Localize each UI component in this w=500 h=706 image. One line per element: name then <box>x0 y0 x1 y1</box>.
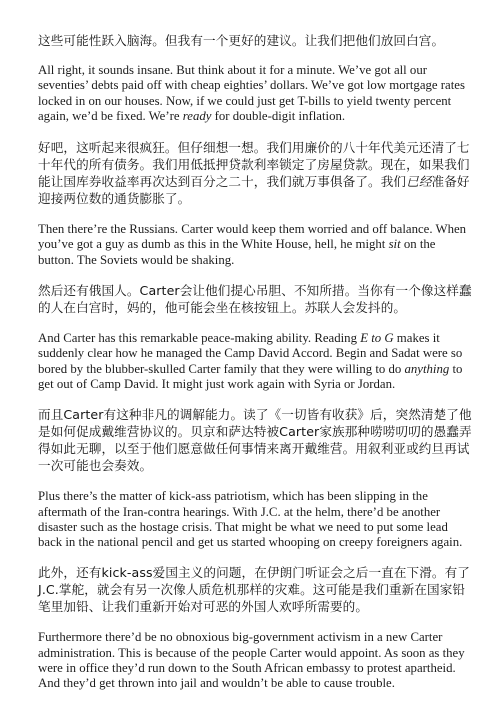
document-page <box>38 32 472 706</box>
text-run: 好吧，这听起来很疯狂。但仔细想一想。我们用廉价的八十年代美元还清了七十年代的所有债务。我们用低抵押贷款利率锁定了房屋贷款。现在，如果我们能让国库券收益率再次达到百分之二十，我们就万事俱备了。我们 <box>38 140 470 190</box>
text-run: All right, it sounds insane. But think about it for a minute. We’ve got all our seventies’ debts paid off with cheap eighties’ dollars. We’ve got low mortgage rates locked in on our houses. Now, if we could just get T-bills to yield twenty percent again, we’d be fixed. We’re <box>38 63 465 123</box>
text-run: 此外，还有kick-ass爱国主义的问题，在伊朗门听证会之后一直在下滑。有了J.C.掌舵，就会有另一次像人质危机那样的灾难。这可能是我们重新在国家铅笔里加铅、让我们重新开始对可恶的外国人欢呼所需要的。 <box>38 565 471 615</box>
text-run: for double-digit inflation. <box>211 108 346 123</box>
text-run: 准备好迎接两位数的通货膨胀了。 <box>38 174 470 207</box>
text-run: on the button. The Soviets would be shaking. <box>38 237 436 267</box>
text-run: 这些可能性跃入脑海。但我有一个更好的建议。让我们把他们放回白宫。 <box>38 33 445 48</box>
italic-text-run: anything <box>404 361 450 376</box>
italic-text-run: 已经 <box>406 174 432 190</box>
paragraph-en-2 <box>38 222 472 268</box>
paragraph-zh-1 <box>38 32 472 49</box>
italic-text-run: ready <box>182 108 212 123</box>
text-run: to get out of Camp David. It might just work again with Syria or Jordan. <box>38 361 463 391</box>
text-run: Then there’re the Russians. Carter would keep them worried and off balance. When you’ve got a guy as dumb as this in the White House, hell, he might <box>38 222 467 252</box>
paragraph-zh-5 <box>38 564 472 615</box>
paragraph-en-4 <box>38 489 472 550</box>
paragraph-zh-2 <box>38 139 472 207</box>
text-run: Furthermore there’d be no obnoxious big-government activism in a new Carter administration. This is because of the people Carter would appoint. As soon as they were in office they’d run down to the South African embassy to protest apartheid. And they’d get thrown into jail and wouldn’t be able to cause trouble. <box>38 630 465 691</box>
text-run: makes it suddenly clear how he managed the Camp David Accord. Begin and Sadat were so bored by the blubber-skulled Carter family that they were willing to do <box>38 331 463 376</box>
paragraph-zh-3 <box>38 282 472 316</box>
paragraph-zh-4 <box>38 406 472 474</box>
paragraph-en-5 <box>38 630 472 691</box>
italic-text-run: sit <box>388 237 401 252</box>
text-run: Plus there’s the matter of kick-ass patriotism, which has been slipping in the aftermath of the Iran-contra hearings. With J.C. at the helm, there’d be another disaster such as the hostage crisis. That might be what we need to put some lead back in the national pencil and get us started whooping on creepy foreigners again. <box>38 489 463 550</box>
text-run: 而且Carter有这种非凡的调解能力。读了《一切皆有收获》后，突然清楚了他是如何促成戴维营协议的。贝京和萨达特被Carter家族那种唠唠叨叨的愚蠢弄得如此无聊，以至于他们愿意做任何事情来离开戴维营。用叙利亚或约旦再试一次可能也会奏效。 <box>38 407 472 474</box>
text-run: And Carter has this remarkable peace-making ability. Reading <box>38 331 361 346</box>
paragraph-en-1 <box>38 63 472 124</box>
italic-text-run: E to G <box>360 331 394 346</box>
text-run: 然后还有俄国人。Carter会让他们提心吊胆、不知所措。当你有一个像这样蠢的人在白宫时，妈的，他可能会坐在核按钮上。苏联人会发抖的。 <box>38 283 472 316</box>
paragraph-en-3 <box>38 331 472 392</box>
